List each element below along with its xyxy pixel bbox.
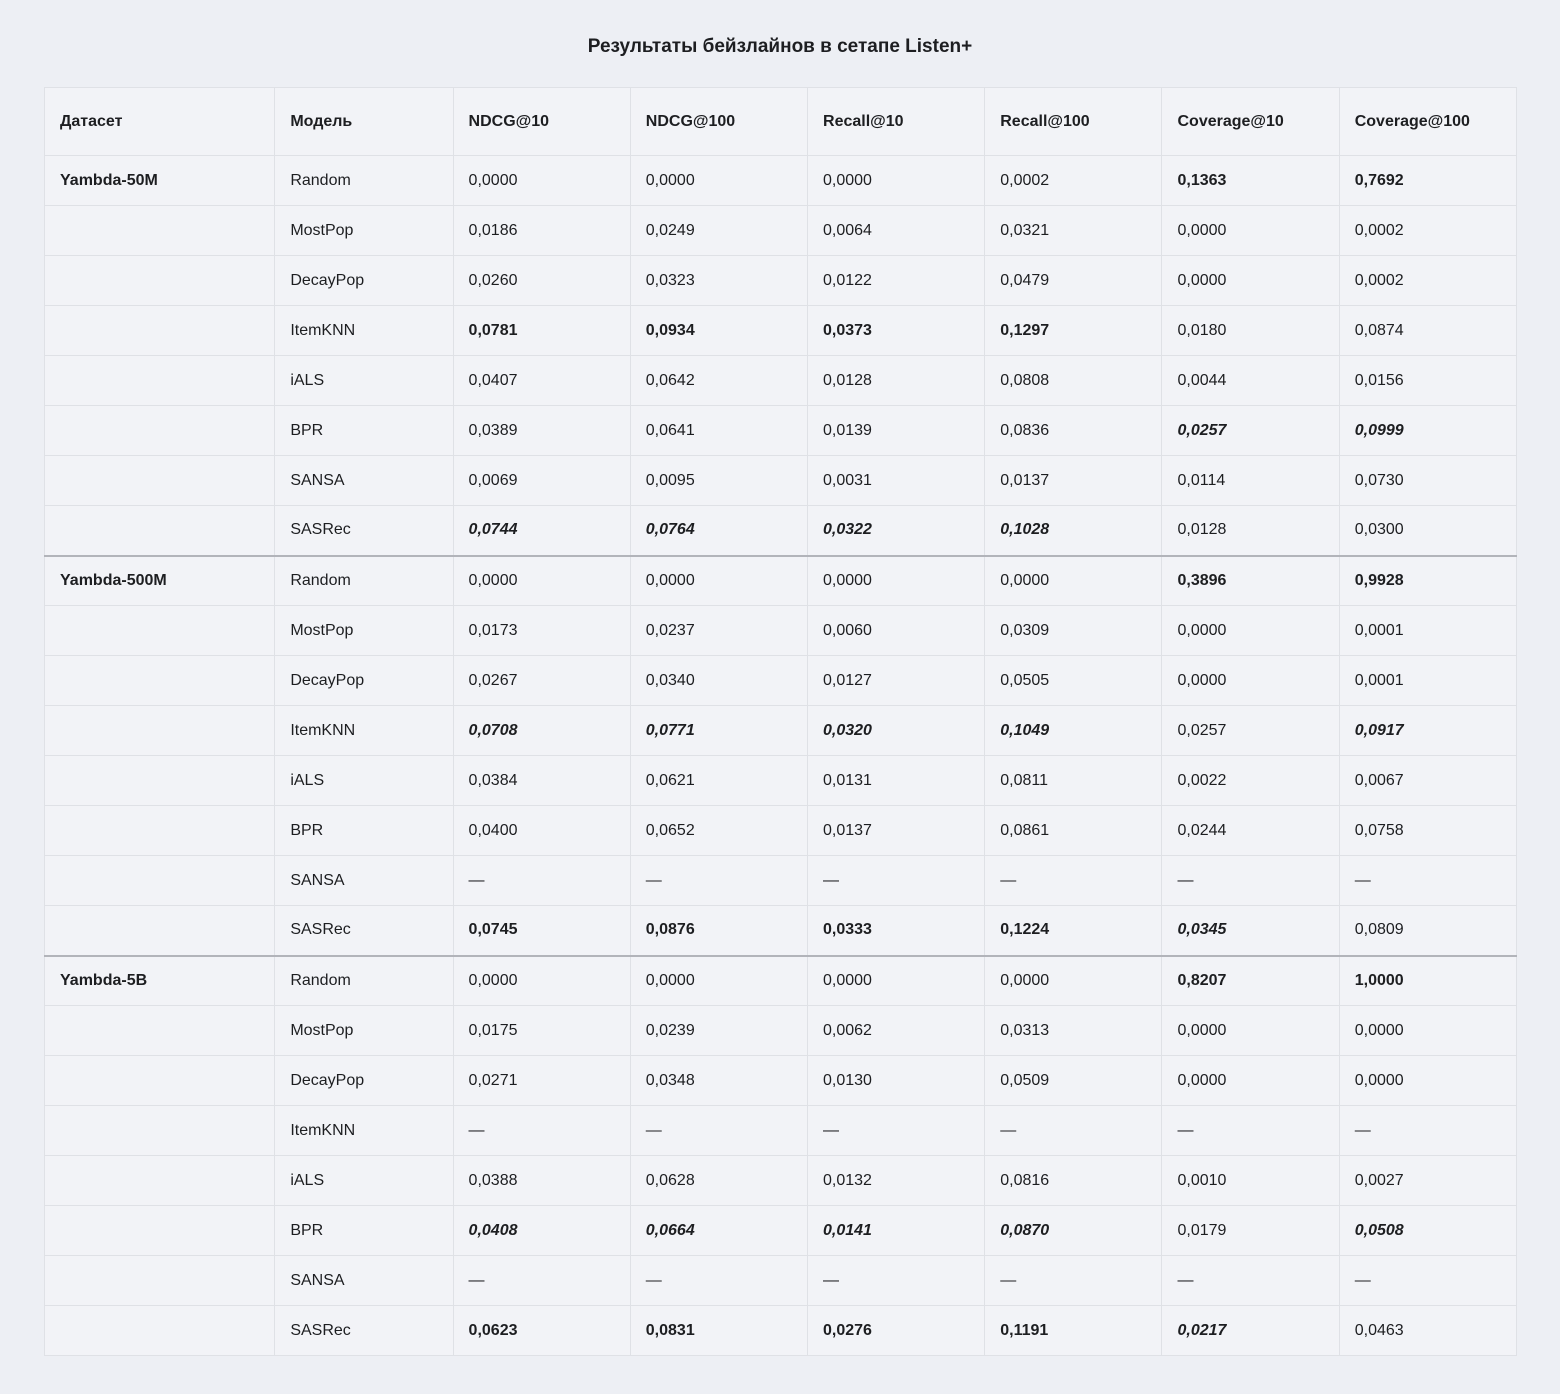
table-header <box>45 88 1517 156</box>
metric-cell: 0,0139 <box>808 406 985 456</box>
table-row <box>45 1056 1517 1106</box>
column-header-0: Датасет <box>45 88 275 156</box>
metric-cell: 0,0323 <box>630 256 807 306</box>
dataset-cell: Yambda-50M <box>45 156 275 206</box>
dataset-cell: Yambda-500M <box>45 556 275 606</box>
metric-cell: 0,0237 <box>630 606 807 656</box>
metric-cell: 0,0509 <box>985 1056 1162 1106</box>
table-row <box>45 706 1517 756</box>
metric-cell: 0,0000 <box>1339 1006 1516 1056</box>
metric-cell: 0,0400 <box>453 806 630 856</box>
metric-cell: — <box>453 1106 630 1156</box>
metric-cell: 0,0000 <box>1162 656 1339 706</box>
metric-cell: 0,0000 <box>1162 206 1339 256</box>
metric-cell: 0,1028 <box>985 506 1162 556</box>
dataset-cell <box>45 1156 275 1206</box>
metric-cell: 0,0122 <box>808 256 985 306</box>
metric-cell: 0,1191 <box>985 1306 1162 1356</box>
header-row <box>45 88 1517 156</box>
metric-cell: 0,0876 <box>630 906 807 956</box>
metric-cell: — <box>453 1256 630 1306</box>
metric-cell: 0,0217 <box>1162 1306 1339 1356</box>
metric-cell: 0,0874 <box>1339 306 1516 356</box>
model-cell: SASRec <box>275 506 453 556</box>
metric-cell: — <box>630 856 807 906</box>
metric-cell: 0,0173 <box>453 606 630 656</box>
metric-cell: — <box>1339 1106 1516 1156</box>
metric-cell: 0,0069 <box>453 456 630 506</box>
model-cell: DecayPop <box>275 1056 453 1106</box>
metric-cell: 0,0771 <box>630 706 807 756</box>
metric-cell: 0,0313 <box>985 1006 1162 1056</box>
metric-cell: 0,0836 <box>985 406 1162 456</box>
metric-cell: 0,0114 <box>1162 456 1339 506</box>
dataset-cell <box>45 756 275 806</box>
metric-cell: 0,0095 <box>630 456 807 506</box>
metric-cell: 0,0000 <box>630 556 807 606</box>
metric-cell: — <box>1162 1256 1339 1306</box>
metric-cell: 0,0408 <box>453 1206 630 1256</box>
model-cell: BPR <box>275 1206 453 1256</box>
model-cell: SANSA <box>275 1256 453 1306</box>
metric-cell: 0,9928 <box>1339 556 1516 606</box>
metric-cell: — <box>808 856 985 906</box>
metric-cell: 0,0730 <box>1339 456 1516 506</box>
table-row <box>45 456 1517 506</box>
metric-cell: — <box>808 1256 985 1306</box>
metric-cell: 0,3896 <box>1162 556 1339 606</box>
metric-cell: 0,0708 <box>453 706 630 756</box>
metric-cell: 0,0322 <box>808 506 985 556</box>
table-row <box>45 906 1517 956</box>
metric-cell: 0,0934 <box>630 306 807 356</box>
table-row <box>45 1206 1517 1256</box>
table-row <box>45 156 1517 206</box>
column-header-5: Recall@100 <box>985 88 1162 156</box>
metric-cell: 0,0000 <box>1162 1056 1339 1106</box>
metric-cell: 0,1297 <box>985 306 1162 356</box>
metric-cell: 0,0127 <box>808 656 985 706</box>
column-header-3: NDCG@100 <box>630 88 807 156</box>
page-title: Результаты бейзлайнов в сетапе Listen+ <box>587 36 973 57</box>
metric-cell: 0,0340 <box>630 656 807 706</box>
table-row <box>45 306 1517 356</box>
column-header-2: NDCG@10 <box>453 88 630 156</box>
metric-cell: 0,0345 <box>1162 906 1339 956</box>
metric-cell: 0,0141 <box>808 1206 985 1256</box>
metric-cell: 0,0389 <box>453 406 630 456</box>
dataset-cell <box>45 1006 275 1056</box>
model-cell: ItemKNN <box>275 306 453 356</box>
metric-cell: 0,0321 <box>985 206 1162 256</box>
metric-cell: 0,0062 <box>808 1006 985 1056</box>
metric-cell: 0,0000 <box>985 956 1162 1006</box>
metric-cell: — <box>630 1106 807 1156</box>
model-cell: iALS <box>275 1156 453 1206</box>
metric-cell: 0,0031 <box>808 456 985 506</box>
table-row <box>45 406 1517 456</box>
metric-cell: 0,0000 <box>808 556 985 606</box>
metric-cell: 0,0999 <box>1339 406 1516 456</box>
metric-cell: 0,0388 <box>453 1156 630 1206</box>
metric-cell: 0,0064 <box>808 206 985 256</box>
dataset-cell <box>45 406 275 456</box>
metric-cell: 0,0260 <box>453 256 630 306</box>
metric-cell: 0,0131 <box>808 756 985 806</box>
model-cell: SANSA <box>275 856 453 906</box>
metric-cell: 0,0000 <box>630 956 807 1006</box>
metric-cell: 0,0309 <box>985 606 1162 656</box>
metric-cell: 0,0060 <box>808 606 985 656</box>
metric-cell: 0,0002 <box>1339 206 1516 256</box>
metric-cell: 0,0137 <box>808 806 985 856</box>
metric-cell: 0,0781 <box>453 306 630 356</box>
table-row <box>45 256 1517 306</box>
metric-cell: 0,0300 <box>1339 506 1516 556</box>
model-cell: SASRec <box>275 1306 453 1356</box>
dataset-cell <box>45 356 275 406</box>
column-header-6: Coverage@10 <box>1162 88 1339 156</box>
dataset-cell <box>45 1106 275 1156</box>
metric-cell: 0,0505 <box>985 656 1162 706</box>
column-header-7: Coverage@100 <box>1339 88 1516 156</box>
metric-cell: 0,0000 <box>808 956 985 1006</box>
model-cell: ItemKNN <box>275 706 453 756</box>
model-cell: iALS <box>275 356 453 406</box>
metric-cell: — <box>1162 856 1339 906</box>
model-cell: MostPop <box>275 606 453 656</box>
metric-cell: 0,0000 <box>453 956 630 1006</box>
metric-cell: 0,0000 <box>1162 256 1339 306</box>
metric-cell: 0,0010 <box>1162 1156 1339 1206</box>
metric-cell: 0,0000 <box>630 156 807 206</box>
metric-cell: — <box>630 1256 807 1306</box>
dataset-cell <box>45 856 275 906</box>
metric-cell: 0,0001 <box>1339 606 1516 656</box>
metric-cell: 0,0642 <box>630 356 807 406</box>
table-row <box>45 1006 1517 1056</box>
metric-cell: 0,0000 <box>453 156 630 206</box>
metric-cell: — <box>1339 856 1516 906</box>
table-row <box>45 656 1517 706</box>
metric-cell: 0,0257 <box>1162 706 1339 756</box>
metric-cell: 0,1224 <box>985 906 1162 956</box>
dataset-cell <box>45 256 275 306</box>
dataset-cell <box>45 656 275 706</box>
metric-cell: 0,0239 <box>630 1006 807 1056</box>
dataset-cell <box>45 706 275 756</box>
metric-cell: 0,0128 <box>1162 506 1339 556</box>
metric-cell: 0,0623 <box>453 1306 630 1356</box>
column-header-1: Модель <box>275 88 453 156</box>
metric-cell: 0,0861 <box>985 806 1162 856</box>
metric-cell: 0,0000 <box>985 556 1162 606</box>
table-row <box>45 1106 1517 1156</box>
metric-cell: 0,0384 <box>453 756 630 806</box>
metric-cell: 0,0809 <box>1339 906 1516 956</box>
model-cell: iALS <box>275 756 453 806</box>
metric-cell: 0,1363 <box>1162 156 1339 206</box>
metric-cell: 0,0000 <box>808 156 985 206</box>
dataset-cell <box>45 806 275 856</box>
table-row <box>45 956 1517 1006</box>
metric-cell: 0,1049 <box>985 706 1162 756</box>
metric-cell: — <box>453 856 630 906</box>
model-cell: MostPop <box>275 1006 453 1056</box>
metric-cell: 0,0407 <box>453 356 630 406</box>
metric-cell: 0,0816 <box>985 1156 1162 1206</box>
metric-cell: — <box>985 1256 1162 1306</box>
metric-cell: 0,0808 <box>985 356 1162 406</box>
metric-cell: 0,0664 <box>630 1206 807 1256</box>
dataset-cell <box>45 1056 275 1106</box>
metric-cell: 0,0870 <box>985 1206 1162 1256</box>
metric-cell: 0,0186 <box>453 206 630 256</box>
metric-cell: 0,0271 <box>453 1056 630 1106</box>
metric-cell: — <box>1162 1106 1339 1156</box>
model-cell: Random <box>275 956 453 1006</box>
dataset-cell <box>45 506 275 556</box>
table-row <box>45 1156 1517 1206</box>
metric-cell: 0,0621 <box>630 756 807 806</box>
model-cell: DecayPop <box>275 256 453 306</box>
table-row <box>45 206 1517 256</box>
table-row <box>45 356 1517 406</box>
metric-cell: 0,0463 <box>1339 1306 1516 1356</box>
dataset-cell <box>45 1306 275 1356</box>
metric-cell: 0,0745 <box>453 906 630 956</box>
table-row <box>45 1306 1517 1356</box>
metric-cell: 0,0744 <box>453 506 630 556</box>
metric-cell: 0,0175 <box>453 1006 630 1056</box>
metric-cell: 0,0000 <box>1339 1056 1516 1106</box>
dataset-cell <box>45 1256 275 1306</box>
metric-cell: 0,0128 <box>808 356 985 406</box>
table-row <box>45 856 1517 906</box>
dataset-cell <box>45 1206 275 1256</box>
metric-cell: 1,0000 <box>1339 956 1516 1006</box>
metric-cell: 0,0628 <box>630 1156 807 1206</box>
metric-cell: 0,0000 <box>1162 606 1339 656</box>
table-row <box>45 806 1517 856</box>
metric-cell: 0,0348 <box>630 1056 807 1106</box>
metric-cell: — <box>1339 1256 1516 1306</box>
metric-cell: 0,0758 <box>1339 806 1516 856</box>
column-header-4: Recall@10 <box>808 88 985 156</box>
baseline-results-table <box>44 87 1517 1356</box>
model-cell: DecayPop <box>275 656 453 706</box>
metric-cell: 0,0479 <box>985 256 1162 306</box>
metric-cell: 0,0333 <box>808 906 985 956</box>
metric-cell: 0,0002 <box>985 156 1162 206</box>
dataset-cell <box>45 906 275 956</box>
model-cell: BPR <box>275 406 453 456</box>
metric-cell: 0,0001 <box>1339 656 1516 706</box>
model-cell: Random <box>275 556 453 606</box>
metric-cell: 0,0320 <box>808 706 985 756</box>
metric-cell: 0,0811 <box>985 756 1162 806</box>
dataset-cell <box>45 606 275 656</box>
model-cell: Random <box>275 156 453 206</box>
metric-cell: 0,0917 <box>1339 706 1516 756</box>
metric-cell: 0,0179 <box>1162 1206 1339 1256</box>
metric-cell: 0,0130 <box>808 1056 985 1106</box>
table-row <box>45 506 1517 556</box>
metric-cell: 0,0652 <box>630 806 807 856</box>
metric-cell: 0,0137 <box>985 456 1162 506</box>
metric-cell: 0,0067 <box>1339 756 1516 806</box>
dataset-cell <box>45 456 275 506</box>
dataset-cell: Yambda-5B <box>45 956 275 1006</box>
table-row <box>45 1256 1517 1306</box>
metric-cell: 0,0257 <box>1162 406 1339 456</box>
metric-cell: 0,0373 <box>808 306 985 356</box>
metric-cell: 0,0180 <box>1162 306 1339 356</box>
model-cell: BPR <box>275 806 453 856</box>
metric-cell: — <box>985 856 1162 906</box>
metric-cell: 0,0831 <box>630 1306 807 1356</box>
metric-cell: 0,0508 <box>1339 1206 1516 1256</box>
model-cell: MostPop <box>275 206 453 256</box>
metric-cell: 0,0244 <box>1162 806 1339 856</box>
table-body <box>45 156 1517 1356</box>
metric-cell: 0,0276 <box>808 1306 985 1356</box>
table-row <box>45 556 1517 606</box>
metric-cell: — <box>808 1106 985 1156</box>
model-cell: ItemKNN <box>275 1106 453 1156</box>
model-cell: SASRec <box>275 906 453 956</box>
metric-cell: 0,0027 <box>1339 1156 1516 1206</box>
metric-cell: 0,0641 <box>630 406 807 456</box>
metric-cell: 0,8207 <box>1162 956 1339 1006</box>
metric-cell: 0,0267 <box>453 656 630 706</box>
metric-cell: — <box>985 1106 1162 1156</box>
table-row <box>45 606 1517 656</box>
metric-cell: 0,0156 <box>1339 356 1516 406</box>
metric-cell: 0,0022 <box>1162 756 1339 806</box>
metric-cell: 0,0044 <box>1162 356 1339 406</box>
metric-cell: 0,7692 <box>1339 156 1516 206</box>
metric-cell: 0,0000 <box>1162 1006 1339 1056</box>
dataset-cell <box>45 306 275 356</box>
model-cell: SANSA <box>275 456 453 506</box>
metric-cell: 0,0000 <box>453 556 630 606</box>
table-row <box>45 756 1517 806</box>
metric-cell: 0,0002 <box>1339 256 1516 306</box>
metric-cell: 0,0764 <box>630 506 807 556</box>
metric-cell: 0,0249 <box>630 206 807 256</box>
dataset-cell <box>45 206 275 256</box>
metric-cell: 0,0132 <box>808 1156 985 1206</box>
